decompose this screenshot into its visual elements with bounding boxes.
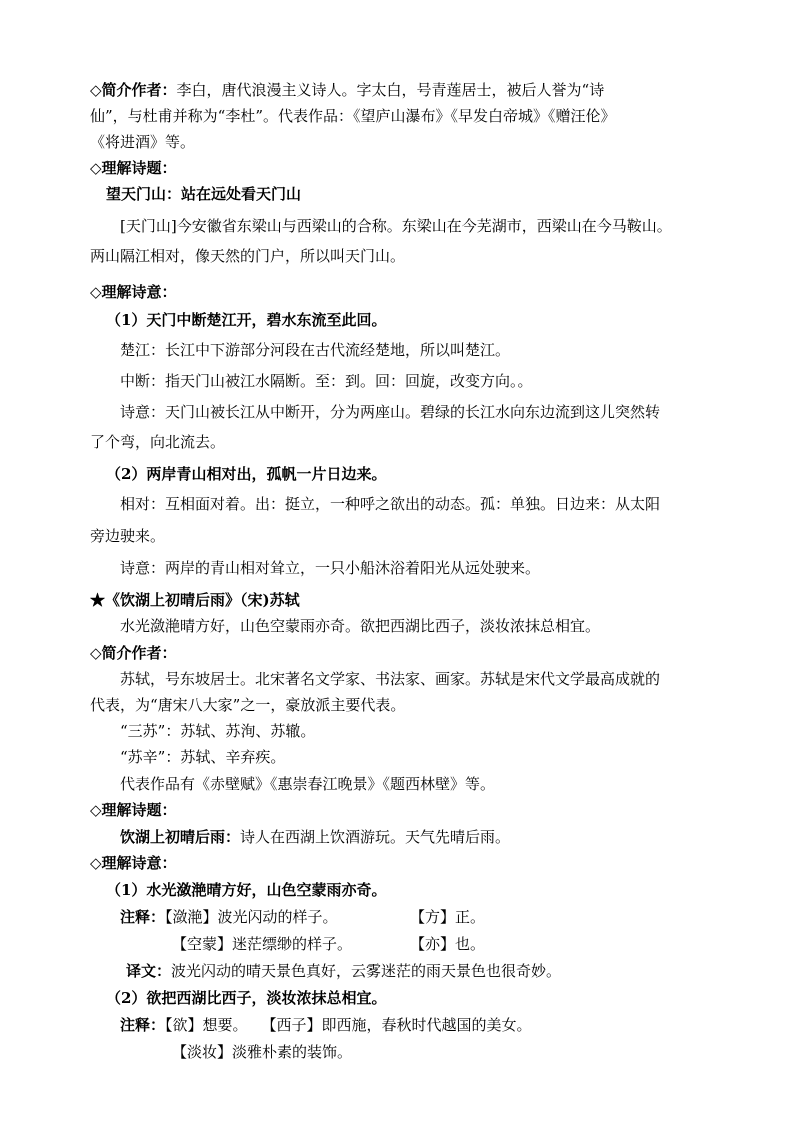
note-fang: 【方】正。 bbox=[410, 908, 486, 926]
title-label: ◇理解诗题： bbox=[90, 159, 177, 177]
translation-label: 译文： bbox=[126, 962, 172, 980]
verse-1-note-a: 楚江：长江中下游部分河段在古代流经楚地，所以叫楚江。 bbox=[120, 341, 511, 359]
poem-heading: ★《饮湖上初晴后雨》（宋)苏轼 bbox=[90, 591, 300, 609]
bio-line-1: 苏轼，号东坡居士。北宋著名文学家、书法家、画家。苏轼是宋代文学最高成就的 bbox=[120, 670, 661, 688]
note-danzhuang: 【淡妆】淡雅朴素的装饰。 bbox=[172, 1043, 353, 1061]
note-kongmeng: 【空蒙】迷茫缥缈的样子。 bbox=[172, 935, 353, 953]
title-label-2: ◇理解诗题： bbox=[90, 801, 177, 819]
note-line-2: 两山隔江相对，像天然的门户，所以叫天门山。 bbox=[90, 247, 406, 265]
verse-1-meaning-2: 了个弯，向北流去。 bbox=[90, 433, 226, 451]
intro-line-3: 《将进酒》等。 bbox=[90, 133, 196, 151]
verse-2: （2）两岸青山相对出，孤帆一片日边来。 bbox=[106, 465, 387, 483]
intro-label: ◇简介作者： bbox=[90, 81, 177, 99]
san-su: “三苏”：苏轼、苏洵、苏辙。 bbox=[120, 722, 316, 740]
bio-line-2: 代表，为“唐宋八大家”之一，豪放派主要代表。 bbox=[90, 696, 406, 714]
verse-2-meaning: 诗意：两岸的青山相对耸立，一只小船沐浴着阳光从远处驶来。 bbox=[120, 559, 541, 577]
verse-2-2: （2）欲把西湖比西子，淡妆浓抹总相宜。 bbox=[106, 989, 387, 1007]
representative-works: 代表作品有《赤壁赋》《惠崇春江晚景》《题西林壁》等。 bbox=[120, 775, 496, 793]
note-label: 注释： bbox=[120, 908, 166, 926]
note-label-2: 注释： bbox=[120, 1016, 166, 1034]
verse-2-note-2: 旁边驶来。 bbox=[90, 527, 166, 545]
verse-1-note-b: 中断：指天门山被江水隔断。至：到。回：回旋，改变方向。。 bbox=[120, 372, 533, 390]
note-xizi: 【西子】即西施，春秋时代越国的美女。 bbox=[261, 1016, 532, 1034]
note-yu: 【欲】想要。 bbox=[165, 1016, 248, 1034]
translation bbox=[126, 961, 561, 981]
title-text: 诗人在西湖上饮酒游玩。天气先晴后雨。 bbox=[240, 828, 511, 846]
verse-2-note-1: 相对：互相面对着。出：挺立，一种呼之欲出的动态。孤：单独。日边来：从太阳 bbox=[120, 495, 661, 513]
intro-line-1 bbox=[90, 80, 604, 100]
translation-text: 波光闪动的晴天景色真好，云雾迷茫的雨天景色也很奇妙。 bbox=[171, 962, 562, 980]
title-bold: 饮湖上初晴后雨： bbox=[120, 828, 241, 846]
note-lianyan: 【潋滟】波光闪动的样子。 bbox=[165, 908, 338, 926]
verse-1: （1）天门中断楚江开，碧水东流至此回。 bbox=[106, 311, 387, 329]
intro-text-1: 李白，唐代浪漫主义诗人。字太白，号青莲居士，被后人誉为“诗 bbox=[176, 81, 605, 99]
meaning-label-2: ◇理解诗意： bbox=[90, 854, 177, 872]
meaning-label: ◇理解诗意： bbox=[90, 283, 177, 301]
intro-line-2: 仙”，与杜甫并称为“李杜”。代表作品：《望庐山瀑布》《早发白帝城》《赠汪伦》 bbox=[90, 107, 616, 125]
note-line-1: [天门山]今安徽省东梁山与西梁山的合称。东梁山在今芜湖市，西梁山在今马鞍山。 bbox=[120, 217, 672, 235]
intro-label-2: ◇简介作者： bbox=[90, 644, 177, 662]
note-row-2 bbox=[120, 1015, 532, 1035]
note-row-1 bbox=[120, 907, 338, 927]
poem-title-explanation: 望天门山：站在远处看天门山 bbox=[106, 185, 302, 203]
su-xin: “苏辛”：苏轼、辛弃疾。 bbox=[120, 748, 286, 766]
note-yi: 【亦】也。 bbox=[410, 935, 486, 953]
verse-1-meaning-1: 诗意：天门山被长江从中断开，分为两座山。碧绿的长江水向东边流到这儿突然转 bbox=[120, 403, 661, 421]
poem-title-explanation-2 bbox=[120, 827, 510, 847]
poem-text: 水光潋滟晴方好，山色空蒙雨亦奇。欲把西湖比西子，淡妆浓抹总相宜。 bbox=[120, 617, 601, 635]
verse-2-1: （1）水光潋滟晴方好，山色空蒙雨亦奇。 bbox=[106, 881, 387, 899]
